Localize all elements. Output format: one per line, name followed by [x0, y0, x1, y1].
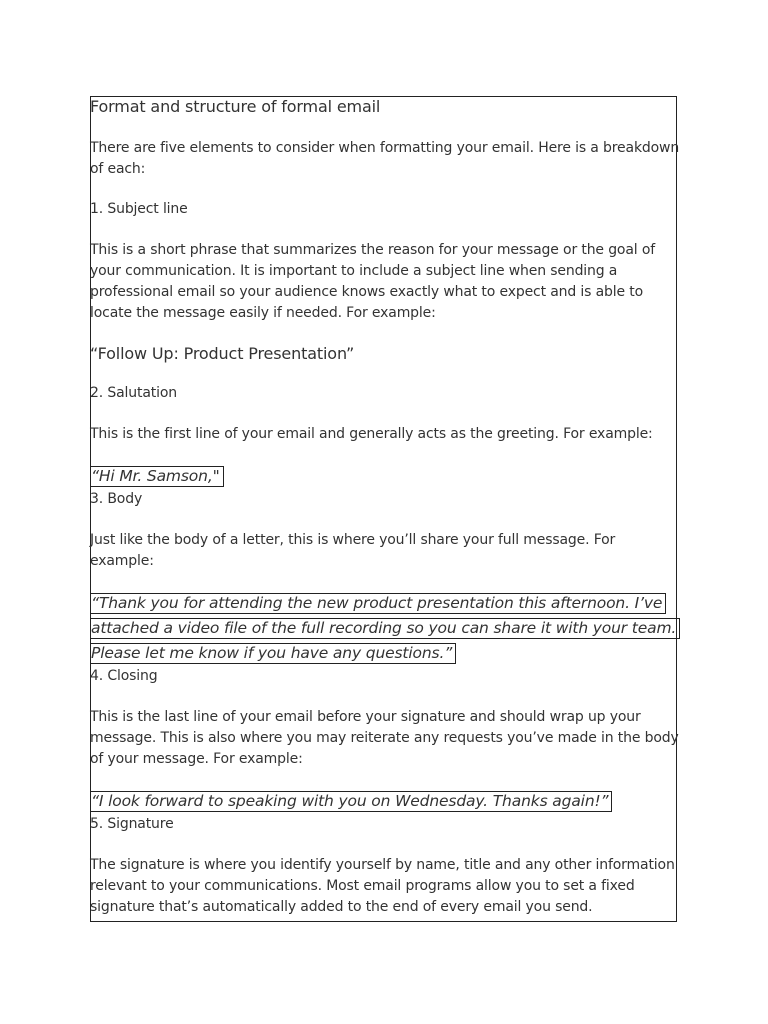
closing-example-box	[90, 789, 680, 814]
intro-paragraph: There are five elements to consider when formatting your email. Here is a breakdown of each:	[90, 140, 680, 177]
section-heading-signature: 5. Signature	[90, 816, 174, 832]
closing-example: “I look forward to speaking with you on Wednesday. Thanks again!”	[90, 791, 612, 812]
section-heading-subject-line: 1. Subject line	[90, 201, 188, 217]
section-heading-closing: 4. Closing	[90, 668, 158, 684]
salutation-example: “Hi Mr. Samson,"	[90, 466, 224, 487]
subject-line-example: “Follow Up: Product Presentation”	[90, 344, 355, 363]
section-description-salutation: This is the first line of your email and generally acts as the greeting. For example:	[90, 426, 653, 442]
document-content	[90, 96, 680, 918]
section-description-signature: The signature is where you identify yourself by name, title and any other information relevant to your communications. Most email programs allow you to set a fixed signature that’s automatically added to the end of every email you send.	[90, 857, 675, 915]
section-description-closing: This is the last line of your email before your signature and should wrap up your message. This is also where you may reiterate any requests you’ve made in the body of your message. For example:	[90, 709, 679, 767]
body-example-box	[90, 591, 680, 666]
section-description-subject-line: This is a short phrase that summarizes the reason for your message or the goal of your communication. It is important to include a subject line when sending a professional email so your audience knows exactly what to expect and is able to locate the message easily if needed. For example:	[90, 242, 656, 321]
section-heading-body: 3. Body	[90, 491, 143, 507]
section-heading-salutation: 2. Salutation	[90, 385, 177, 401]
section-description-body: Just like the body of a letter, this is where you’ll share your full message. For example:	[90, 532, 616, 569]
salutation-example-box	[90, 464, 680, 489]
body-example: “Thank you for attending the new product presentation this afternoon. I’ve attached a video file of the full recording so you can share it with your team. Please let me know if you have any questions.”	[90, 593, 680, 664]
document-title: Format and structure of formal email	[90, 97, 381, 116]
